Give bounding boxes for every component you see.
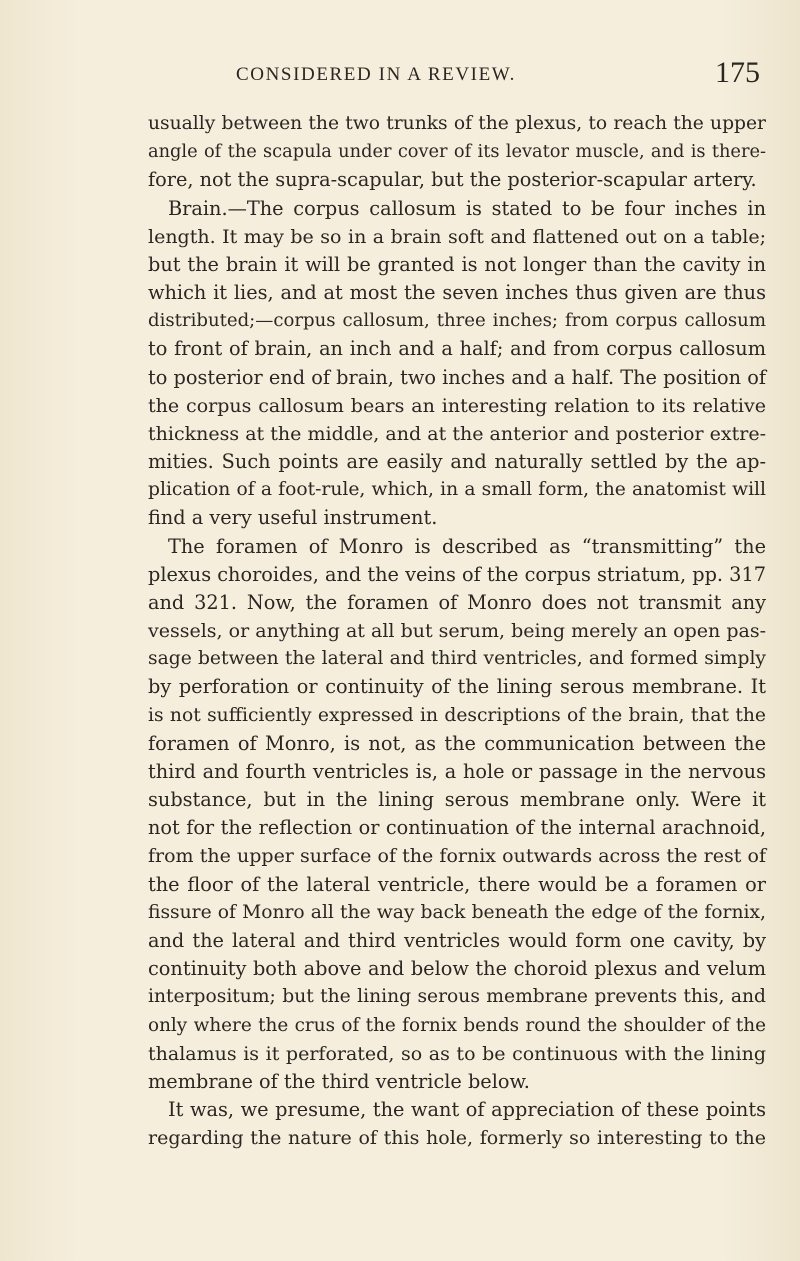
text-line: is not sufficiently expressed in descriptions of the brain, that the (148, 704, 766, 726)
text-line: not for the reflection or continuation of the internal arachnoid, (148, 816, 766, 840)
text-line: angle of the scapula under cover of its levator muscle, and is there- (148, 141, 766, 163)
running-title: CONSIDERED IN A REVIEW. (236, 64, 516, 85)
text-line: The foramen of Monro is described as “transmitting” the (168, 534, 766, 558)
text-line: but the brain it will be granted is not longer than the cavity in (148, 252, 766, 276)
text-line: Brain.—The corpus callosum is stated to be four inches in (168, 196, 766, 220)
text-line: from the upper surface of the fornix outwards across the rest of (148, 845, 766, 868)
text-line: vessels, or anything at all but serum, being merely an open pas- (148, 620, 766, 643)
text-line: continuity both above and below the choroid plexus and velum (148, 957, 766, 981)
text-line: third and fourth ventricles is, a hole or passage in the nervous (148, 759, 766, 783)
text-line: to posterior end of brain, two inches and a half. The position of (148, 365, 766, 389)
text-line: find a very useful instrument. (148, 506, 438, 530)
page-number: 175 (715, 56, 760, 89)
text-line: interpositum; but the lining serous membrane prevents this, and (148, 986, 766, 1008)
text-line: distributed;—corpus callosum, three inches; from corpus callosum (148, 310, 766, 332)
text-line: which it lies, and at most the seven inches thus given are thus (148, 281, 766, 305)
text-line: foramen of Monro, is not, as the communication between the (148, 731, 766, 755)
text-line: fore, not the supra-scapular, but the posterior-scapular artery. (148, 168, 757, 192)
text-line: length. It may be so in a brain soft and flattened out on a table; (148, 225, 766, 248)
text-line: membrane of the third ventricle below. (148, 1069, 530, 1093)
text-line: and the lateral and third ventricles would form one cavity, by (148, 928, 766, 952)
running-head (150, 56, 760, 94)
text-line: thickness at the middle, and at the anterior and posterior extre- (148, 422, 766, 445)
text-line: plexus choroides, and the veins of the corpus striatum, pp. 317 (148, 562, 766, 586)
text-line: the corpus callosum bears an interesting relation to its relative (148, 394, 766, 417)
text-line: only where the crus of the fornix bends round the shoulder of the (148, 1014, 766, 1036)
text-line: mities. Such points are easily and naturally settled by the ap- (148, 450, 766, 474)
text-line: thalamus is it perforated, so as to be continuous with the lining (148, 1042, 766, 1065)
text-line: sage between the lateral and third ventricles, and formed simply (148, 648, 766, 670)
text-line: regarding the nature of this hole, formerly so interesting to the (148, 1127, 766, 1150)
text-line: plication of a foot-rule, which, in a small form, the anatomist will (148, 479, 766, 501)
text-line: to front of brain, an inch and a half; and from corpus callosum (148, 337, 766, 361)
text-line: usually between the two trunks of the plexus, to reach the upper (148, 113, 766, 134)
text-line: the floor of the lateral ventricle, there would be a foramen or (148, 872, 766, 896)
text-line: fissure of Monro all the way back beneath the edge of the fornix, (148, 901, 766, 923)
text-line: by perforation or continuity of the lining serous membrane. It (148, 675, 766, 699)
body-text (148, 110, 766, 1152)
text-line: It was, we presume, the want of appreciation of these points (168, 1098, 766, 1122)
text-line: and 321. Now, the foramen of Monro does not transmit any (148, 590, 766, 614)
text-line: substance, but in the lining serous membrane only. Were it (148, 788, 766, 812)
